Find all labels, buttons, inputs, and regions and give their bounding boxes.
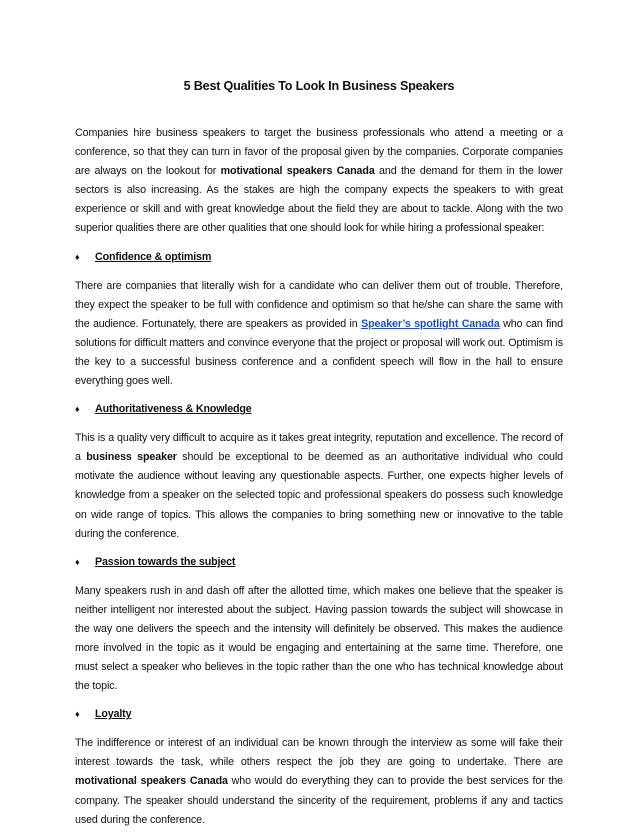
section-bold-keyword: business speaker	[86, 451, 177, 464]
section-heading-authoritativeness	[75, 400, 563, 419]
diamond-bullet-icon: ♦	[75, 556, 80, 567]
section-heading-passion	[75, 553, 563, 572]
intro-text-1: Companies hire business speakers to target the business professionals who attend a meeting or a conference, so that they can turn in favor of the proposal given by the companies. Corporate companies are always on the lookout for	[75, 127, 563, 178]
section-heading-text: Authoritativeness & Knowledge	[95, 403, 252, 416]
diamond-bullet-icon: ♦	[75, 251, 80, 262]
section-heading-text: Passion towards the subject	[95, 555, 236, 568]
speakers-spotlight-link[interactable]: Speaker’s spotlight Canada	[361, 317, 500, 330]
section-paragraph-passion: Many speakers rush in and dash off after the allotted time, which makes one believe that the speaker is neither intelligent nor interested about the subject. Having passion towards the subject will showcase in the way one delivers the speech and the intensity will definitely be observed. This makes the audience more involved in the topic as it would be engaging and entertaining at the same time. Therefore, one must select a speaker who believes in the topic rather than the one who has technical knowledge about the topic.	[75, 584, 563, 693]
section-paragraph-confidence	[75, 277, 563, 392]
diamond-bullet-icon: ♦	[75, 709, 80, 720]
document-title: 5 Best Qualities To Look In Business Speakers	[183, 79, 455, 93]
section-paragraph-authoritativeness	[75, 429, 563, 544]
diamond-bullet-icon: ♦	[75, 404, 80, 415]
section-paragraph-loyalty	[75, 734, 563, 829]
section-heading-confidence	[75, 248, 563, 267]
section-text: There are companies that literally wish for a candidate who can deliver them out of trouble. Therefore, they expect the speaker to be full with confidence and optimism so that he/she can share the same with the audience. Fortunately, there are speakers as provided in	[75, 279, 563, 330]
document-body	[75, 124, 563, 839]
intro-bold-keyword: motivational speakers Canada	[220, 165, 375, 178]
section-text: who would do everything they can to provide the best services for the company. The speaker should understand the sincerity of the requirement, problems if any and tactics used during the conference.	[75, 775, 564, 826]
section-text: This is a quality very difficult to acquire as it takes great integrity, reputation and excellence. The record of a	[75, 432, 563, 464]
section-text: who can find solutions for difficult matters and convince everyone that the project or proposal will work out. Optimism is the key to a successful business conference and a confident speech will flow in the hall to ensure everything goes well.	[75, 317, 563, 388]
intro-text-2: and the demand for them in the lower sectors is also increasing. As the stakes are high the company expects the speakers to with great experience or skill and with great knowledge about the field they are about to tackle. Along with the two superior qualities there are other qualities that one should look for while hiring a professional speaker:	[75, 165, 563, 235]
section-heading-text: Confidence & optimism	[95, 250, 212, 263]
section-text: The indifference or interest of an individual can be known through the interview as some will fake their interest towards the task, while others respect the job they are going to undertake. There are	[75, 737, 563, 769]
section-heading-text: Loyalty	[95, 708, 132, 721]
intro-paragraph	[75, 124, 563, 239]
section-bold-keyword: motivational speakers Canada	[75, 775, 228, 788]
section-heading-loyalty	[75, 705, 563, 724]
section-text: should be exceptional to be deemed as an authoritative individual who could motivate the audience without leaving any questionable aspects. Further, one expects higher levels of knowledge from a speaker on the selected topic and professional speakers do possess such knowledge on wide range of topics. This allows the companies to bring something new or innovative to the table during the conference.	[75, 451, 564, 540]
